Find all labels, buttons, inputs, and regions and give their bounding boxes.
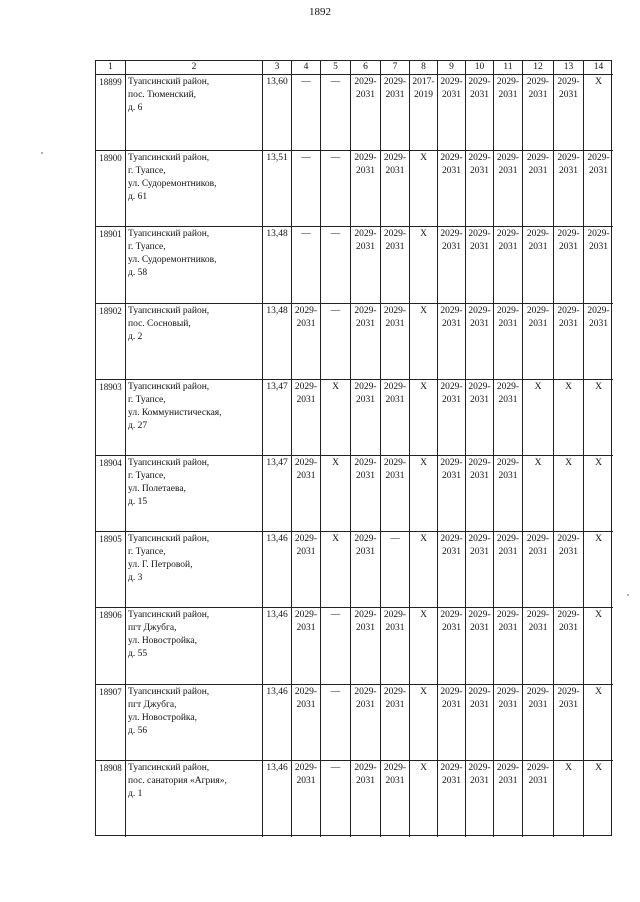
value-cell-col-10: 2029- 2031 bbox=[466, 75, 494, 150]
address-line: д. 15 bbox=[128, 497, 148, 507]
address-line: д. 55 bbox=[128, 649, 148, 660]
value-cell-col-13: Х bbox=[554, 456, 584, 531]
value-cell-col-9: 2029- 2031 bbox=[438, 685, 466, 760]
address-line: пос. Тюменский, bbox=[128, 90, 197, 100]
address-line: д. 61 bbox=[128, 192, 148, 203]
value-cell-col-10: 2029- 2031 bbox=[466, 227, 494, 302]
value-cell-col-8: Х bbox=[410, 761, 438, 837]
value-cell-col-9: 2029- 2031 bbox=[438, 227, 466, 302]
address-line: Туапсинский район, bbox=[128, 381, 210, 392]
value-cell-col-3: 13,46 bbox=[263, 608, 292, 683]
value-cell-col-5: — bbox=[321, 685, 351, 760]
address-cell bbox=[126, 685, 263, 760]
value-cell-col-7: 2029- 2031 bbox=[381, 151, 410, 226]
value-cell-col-10: 2029- 2031 bbox=[466, 456, 494, 531]
address-line: г. Туапсе, bbox=[128, 394, 166, 405]
value-cell-col-3: 13,48 bbox=[263, 227, 292, 302]
row-number: 18901 bbox=[96, 227, 126, 302]
value-cell-col-6: 2029- 2031 bbox=[351, 75, 381, 150]
header-col-3: 3 bbox=[263, 61, 292, 74]
value-cell-col-9: 2029- 2031 bbox=[438, 761, 466, 837]
value-cell-col-11: 2029- 2031 bbox=[494, 761, 523, 837]
table-row bbox=[96, 304, 613, 380]
address-line: д. 27 bbox=[128, 420, 148, 431]
value-cell-col-13: 2029- 2031 bbox=[554, 304, 584, 379]
value-cell-col-13: 2029- 2031 bbox=[554, 608, 584, 683]
value-cell-col-4: — bbox=[292, 75, 321, 150]
header-col-2: 2 bbox=[126, 61, 263, 74]
value-cell-col-4: 2029- 2031 bbox=[292, 456, 321, 531]
value-cell-col-11: 2029- 2031 bbox=[494, 151, 523, 226]
value-cell-col-14: Х bbox=[595, 610, 602, 621]
value-cell-col-4: 2029- 2031 bbox=[292, 761, 321, 837]
value-cell-col-7: 2029- 2031 bbox=[381, 75, 410, 150]
value-cell-col-14: Х bbox=[595, 458, 602, 468]
value-cell-col-11: 2029- 2031 bbox=[494, 685, 523, 760]
value-cell-col-9: 2029- 2031 bbox=[438, 608, 466, 683]
address-line: Туапсинский район, bbox=[128, 153, 210, 164]
value-cell-col-4: — bbox=[292, 151, 321, 226]
address-line: ул. Полетаева, bbox=[128, 484, 186, 494]
address-line: Туапсинский район, bbox=[128, 458, 210, 468]
address-line: Туапсинский район, bbox=[128, 534, 210, 545]
value-cell-col-10: 2029- 2031 bbox=[466, 761, 494, 837]
value-cell-col-11: 2029- 2031 bbox=[494, 456, 523, 531]
address-cell bbox=[126, 761, 263, 837]
value-cell-col-8: Х bbox=[410, 380, 438, 455]
table-row bbox=[96, 151, 613, 227]
address-cell bbox=[126, 304, 263, 379]
value-cell-col-4: 2029- 2031 bbox=[292, 532, 321, 607]
value-cell-col-3: 13,46 bbox=[263, 532, 292, 607]
address-line: Туапсинский район, bbox=[128, 77, 210, 87]
table-row bbox=[96, 532, 613, 608]
address-line: г. Туапсе, bbox=[128, 242, 166, 253]
value-cell-col-12: Х bbox=[523, 456, 554, 531]
value-cell-col-12: 2029- 2031 bbox=[523, 304, 554, 379]
value-cell-col-9: 2029- 2031 bbox=[438, 532, 466, 607]
address-line: д. 6 bbox=[128, 103, 143, 113]
address-line: д. 3 bbox=[128, 573, 143, 584]
header-col-11: 11 bbox=[494, 61, 523, 74]
table-row bbox=[96, 685, 613, 761]
address-line: д. 1 bbox=[128, 788, 143, 799]
value-cell-col-7: 2029- 2031 bbox=[381, 456, 410, 531]
value-cell-col-3: 13,47 bbox=[263, 456, 292, 531]
value-cell-col-8: Х bbox=[410, 532, 438, 607]
address-line: Туапсинский район, bbox=[128, 229, 210, 240]
address-line: Туапсинский район, bbox=[128, 762, 210, 773]
value-cell-col-9: 2029- 2031 bbox=[438, 75, 466, 150]
value-cell-col-6: 2029- 2031 bbox=[351, 151, 381, 226]
value-cell-col-14: Х bbox=[595, 77, 602, 87]
value-cell-col-12: 2029- 2031 bbox=[523, 761, 554, 837]
value-cell-col-7: 2029- 2031 bbox=[381, 380, 410, 455]
address-cell bbox=[126, 456, 263, 531]
row-number: 18904 bbox=[96, 456, 126, 531]
address-line: г. Туапсе, bbox=[128, 166, 166, 177]
value-cell-col-13: 2029- 2031 bbox=[554, 151, 584, 226]
value-cell-col-6: 2029- 2031 bbox=[351, 685, 381, 760]
value-cell-col-8: 2017- 2019 bbox=[410, 75, 438, 150]
address-line: пгт Джубга, bbox=[128, 623, 177, 634]
value-cell-col-12: 2029- 2031 bbox=[523, 75, 554, 150]
value-cell-col-10: 2029- 2031 bbox=[466, 151, 494, 226]
value-cell-col-6: 2029- 2031 bbox=[351, 304, 381, 379]
value-cell-col-13: 2029- 2031 bbox=[554, 532, 584, 607]
value-cell-col-14: 2029- 2031 bbox=[587, 305, 610, 329]
value-cell-col-11: 2029- 2031 bbox=[494, 75, 523, 150]
value-cell-col-3: 13,46 bbox=[263, 761, 292, 837]
address-line: ул. Судоремонтников, bbox=[128, 179, 217, 190]
address-line: д. 56 bbox=[128, 725, 148, 736]
address-line: ул. Судоремонтников, bbox=[128, 255, 217, 266]
value-cell-col-7: 2029- 2031 bbox=[381, 761, 410, 837]
value-cell-col-14: Х bbox=[595, 762, 602, 773]
value-cell-col-8: Х bbox=[410, 608, 438, 683]
row-number: 18903 bbox=[96, 380, 126, 455]
value-cell-col-11: 2029- 2031 bbox=[494, 532, 523, 607]
header-col-9: 9 bbox=[438, 61, 466, 74]
value-cell-col-8: Х bbox=[410, 304, 438, 379]
value-cell-col-13: 2029- 2031 bbox=[554, 685, 584, 760]
value-cell-col-12: Х bbox=[523, 380, 554, 455]
table-row bbox=[96, 227, 613, 303]
value-cell-col-11: 2029- 2031 bbox=[494, 608, 523, 683]
value-cell-col-4: 2029- 2031 bbox=[292, 304, 321, 379]
value-cell-col-6: 2029- 2031 bbox=[351, 380, 381, 455]
value-cell-col-10: 2029- 2031 bbox=[466, 304, 494, 379]
address-line: г. Туапсе, bbox=[128, 547, 166, 558]
value-cell-col-5: Х bbox=[321, 380, 351, 455]
header-col-5: 5 bbox=[321, 61, 351, 74]
row-number: 18907 bbox=[96, 685, 126, 760]
row-number: 18905 bbox=[96, 532, 126, 607]
value-cell-col-7: — bbox=[381, 532, 410, 607]
value-cell-col-12: 2029- 2031 bbox=[523, 151, 554, 226]
address-line: Туапсинский район, bbox=[128, 686, 210, 697]
address-line: д. 2 bbox=[128, 331, 143, 342]
value-cell-col-4: 2029- 2031 bbox=[292, 685, 321, 760]
value-cell-col-5: — bbox=[321, 608, 351, 683]
address-cell bbox=[126, 608, 263, 683]
value-cell-col-9: 2029- 2031 bbox=[438, 456, 466, 531]
value-cell-col-6: 2029- 2031 bbox=[351, 608, 381, 683]
value-cell-col-12: 2029- 2031 bbox=[523, 532, 554, 607]
table-header-row bbox=[96, 61, 613, 75]
value-cell-col-13: 2029- 2031 bbox=[554, 75, 584, 150]
value-cell-col-5: — bbox=[321, 761, 351, 837]
value-cell-col-11: 2029- 2031 bbox=[494, 304, 523, 379]
scan-dot-mark bbox=[41, 152, 43, 154]
value-cell-col-9: 2029- 2031 bbox=[438, 151, 466, 226]
row-number: 18906 bbox=[96, 608, 126, 683]
address-line: Туапсинский район, bbox=[128, 305, 210, 316]
value-cell-col-8: Х bbox=[410, 151, 438, 226]
table-row bbox=[96, 380, 613, 456]
value-cell-col-10: 2029- 2031 bbox=[466, 380, 494, 455]
header-col-1: 1 bbox=[96, 61, 126, 74]
scan-dot-mark bbox=[627, 594, 629, 596]
value-cell-col-8: Х bbox=[410, 227, 438, 302]
value-cell-col-8: Х bbox=[410, 456, 438, 531]
page-number: 1892 bbox=[309, 6, 331, 18]
value-cell-col-4: 2029- 2031 bbox=[292, 380, 321, 455]
value-cell-col-5: — bbox=[321, 75, 351, 150]
address-line: Туапсинский район, bbox=[128, 610, 210, 621]
value-cell-col-3: 13,46 bbox=[263, 685, 292, 760]
value-cell-col-6: 2029- 2031 bbox=[351, 532, 381, 607]
value-cell-col-8: Х bbox=[410, 685, 438, 760]
value-cell-col-6: 2029- 2031 bbox=[351, 761, 381, 837]
value-cell-col-10: 2029- 2031 bbox=[466, 608, 494, 683]
value-cell-col-5: — bbox=[321, 227, 351, 302]
value-cell-col-11: 2029- 2031 bbox=[494, 227, 523, 302]
address-line: г. Туапсе, bbox=[128, 471, 166, 481]
value-cell-col-5: Х bbox=[321, 532, 351, 607]
row-number: 18900 bbox=[96, 151, 126, 226]
value-cell-col-7: 2029- 2031 bbox=[381, 304, 410, 379]
table-row bbox=[96, 608, 613, 684]
header-col-12: 12 bbox=[523, 61, 554, 74]
header-col-4: 4 bbox=[292, 61, 321, 74]
address-line: д. 58 bbox=[128, 268, 148, 279]
value-cell-col-13: Х bbox=[554, 761, 584, 837]
value-cell-col-9: 2029- 2031 bbox=[438, 380, 466, 455]
value-cell-col-12: 2029- 2031 bbox=[523, 608, 554, 683]
row-number: 18902 bbox=[96, 304, 126, 379]
address-cell bbox=[126, 75, 263, 150]
value-cell-col-5: — bbox=[321, 151, 351, 226]
address-line: пос. санатория «Агрия», bbox=[128, 775, 227, 786]
value-cell-col-14: Х bbox=[595, 686, 602, 697]
address-line: пгт Джубга, bbox=[128, 699, 177, 710]
value-cell-col-10: 2029- 2031 bbox=[466, 685, 494, 760]
header-col-8: 8 bbox=[410, 61, 438, 74]
value-cell-col-13: 2029- 2031 bbox=[554, 227, 584, 302]
value-cell-col-4: — bbox=[292, 227, 321, 302]
address-cell bbox=[126, 532, 263, 607]
data-table bbox=[95, 60, 612, 836]
value-cell-col-14: Х bbox=[595, 534, 602, 545]
address-cell bbox=[126, 380, 263, 455]
value-cell-col-3: 13,47 bbox=[263, 380, 292, 455]
header-col-14: 14 bbox=[593, 62, 604, 72]
value-cell-col-12: 2029- 2031 bbox=[523, 685, 554, 760]
value-cell-col-3: 13,48 bbox=[263, 304, 292, 379]
value-cell-col-9: 2029- 2031 bbox=[438, 304, 466, 379]
address-line: ул. Г. Петровой, bbox=[128, 560, 193, 571]
value-cell-col-7: 2029- 2031 bbox=[381, 227, 410, 302]
value-cell-col-7: 2029- 2031 bbox=[381, 685, 410, 760]
value-cell-col-10: 2029- 2031 bbox=[466, 532, 494, 607]
value-cell-col-4: 2029- 2031 bbox=[292, 608, 321, 683]
row-number: 18899 bbox=[96, 75, 126, 150]
value-cell-col-13: Х bbox=[554, 380, 584, 455]
address-cell bbox=[126, 227, 263, 302]
address-line: ул. Коммунистическая, bbox=[128, 407, 222, 418]
header-col-10: 10 bbox=[466, 61, 494, 74]
value-cell-col-7: 2029- 2031 bbox=[381, 608, 410, 683]
value-cell-col-14: 2029- 2031 bbox=[587, 229, 610, 253]
address-line: ул. Новостройка, bbox=[128, 636, 197, 647]
address-cell bbox=[126, 151, 263, 226]
row-number: 18908 bbox=[96, 761, 126, 837]
value-cell-col-6: 2029- 2031 bbox=[351, 456, 381, 531]
value-cell-col-12: 2029- 2031 bbox=[523, 227, 554, 302]
value-cell-col-6: 2029- 2031 bbox=[351, 227, 381, 302]
table-row bbox=[96, 456, 613, 532]
table-row bbox=[96, 761, 613, 837]
table-row bbox=[96, 75, 613, 151]
header-col-6: 6 bbox=[351, 61, 381, 74]
header-col-13: 13 bbox=[554, 61, 584, 74]
address-line: ул. Новостройка, bbox=[128, 712, 197, 723]
value-cell-col-5: Х bbox=[321, 456, 351, 531]
value-cell-col-5: — bbox=[321, 304, 351, 379]
value-cell-col-14: 2029- 2031 bbox=[587, 153, 610, 177]
value-cell-col-14: Х bbox=[595, 381, 602, 392]
value-cell-col-3: 13,51 bbox=[263, 151, 292, 226]
address-line: пос. Сосновый, bbox=[128, 318, 191, 329]
header-col-7: 7 bbox=[381, 61, 410, 74]
value-cell-col-3: 13,60 bbox=[263, 75, 292, 150]
value-cell-col-11: 2029- 2031 bbox=[494, 380, 523, 455]
